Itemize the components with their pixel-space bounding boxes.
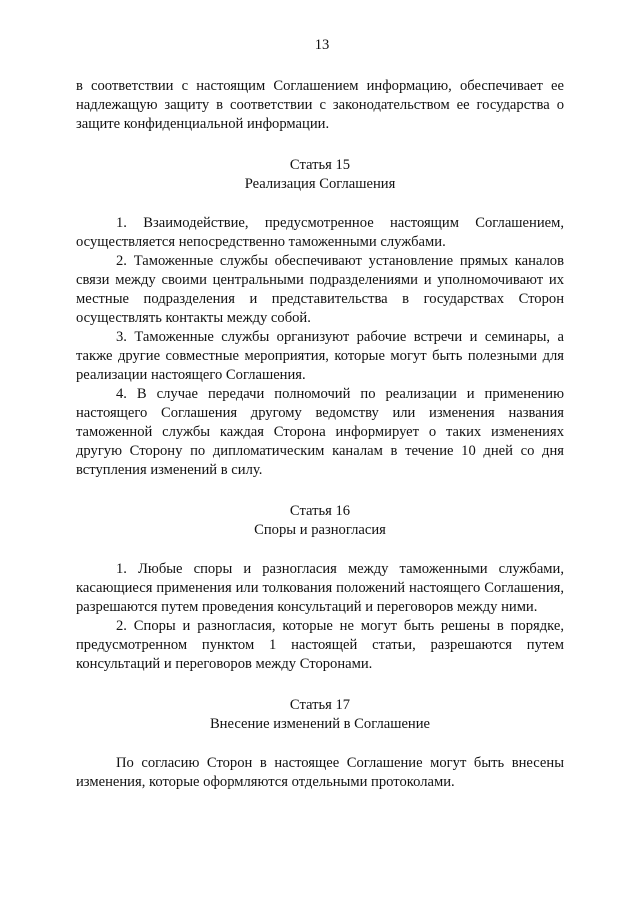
article-16 — [76, 502, 564, 674]
article-paragraph: 3. Таможенные службы организуют рабочие встречи и семинары, а также другие совместные мероприятия, которые могут быть полезными для реализации настоящего Соглашения. — [76, 329, 564, 383]
spacer — [76, 540, 564, 560]
article-paragraph: 1. Любые споры и разногласия между таможенными службами, касающиеся применения или толкования положений настоящего Соглашения, разрешаются путем проведения консультаций и переговоров между ними. — [76, 561, 564, 615]
spacer — [76, 480, 564, 502]
article-15 — [76, 156, 564, 480]
intro-paragraph: в соответствии с настоящим Соглашением информацию, обеспечивает ее надлежащую защиту в соответствии с законодательством ее государства о защите конфиденциальной информации. — [76, 78, 564, 132]
article-paragraph: По согласию Сторон в настоящее Соглашение могут быть внесены изменения, которые оформляются отдельными протоколами. — [76, 755, 564, 790]
spacer — [76, 134, 564, 156]
article-paragraph: 2. Споры и разногласия, которые не могут быть решены в порядке, предусмотренном пунктом 1 настоящей статьи, разрешаются путем консультаций и переговоров между Сторонами. — [76, 618, 564, 672]
article-title: Внесение изменений в Соглашение — [209, 716, 431, 732]
spacer — [76, 194, 564, 214]
document-page — [76, 36, 564, 792]
article-number: Статья 16 — [289, 503, 351, 519]
article-paragraph: 4. В случае передачи полномочий по реализации и применению настоящего Соглашения другому ведомству или изменения названия таможенной службы каждая Сторона информирует о таких изменениях другую Сторону по дипломатическим каналам в течение 10 дней со дня вступления изменений в силу. — [76, 386, 564, 478]
spacer — [76, 674, 564, 696]
spacer — [76, 734, 564, 754]
article-title: Реализация Соглашения — [244, 176, 396, 192]
article-paragraph: 1. Взаимодействие, предусмотренное настоящим Соглашением, осуществляется непосредственно таможенными службами. — [76, 215, 564, 250]
page-number: 13 — [314, 37, 330, 53]
article-title: Споры и разногласия — [254, 522, 386, 538]
article-paragraph: 2. Таможенные службы обеспечивают установление прямых каналов связи между своими центральными подразделениями и уполномочивают их местные подразделения и представительства в государствах Сторон осуществлять контакты между собой. — [76, 253, 564, 326]
article-number: Статья 15 — [289, 157, 351, 173]
article-17 — [76, 696, 564, 792]
article-number: Статья 17 — [289, 697, 351, 713]
